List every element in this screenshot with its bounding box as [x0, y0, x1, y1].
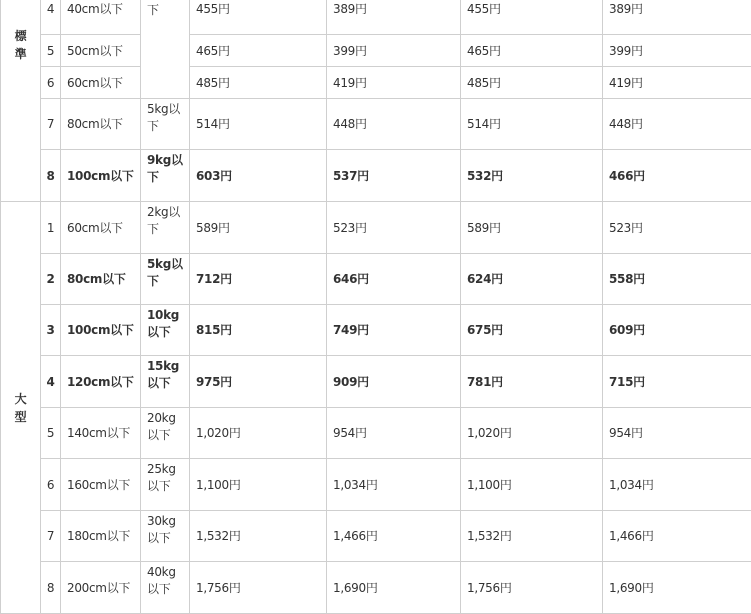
size-no-cell: 8 — [41, 150, 61, 202]
fee-cell-3: 455円 — [461, 0, 603, 35]
fee-cell-4: 609円 — [603, 305, 751, 356]
size-no-cell: 5 — [41, 35, 61, 67]
weight-limit-cell: 20kg 以下 — [141, 408, 190, 459]
fee-cell-1: 1,756円 — [190, 562, 327, 614]
fee-cell-3: 1,532円 — [461, 511, 603, 562]
size-limit-cell: 80cm以下 — [61, 254, 141, 305]
size-limit-cell: 100cm以下 — [61, 150, 141, 202]
fee-cell-3: 514円 — [461, 99, 603, 150]
fee-cell-2: 389円 — [327, 0, 461, 35]
size-limit-cell: 50cm以下 — [61, 35, 141, 67]
fee-cell-2: 399円 — [327, 35, 461, 67]
weight-limit-cell: 15kg 以下 — [141, 356, 190, 408]
fee-cell-2: 419円 — [327, 67, 461, 99]
size-limit-cell: 120cm以下 — [61, 356, 141, 408]
fee-cell-3: 589円 — [461, 202, 603, 254]
size-no-cell: 6 — [41, 459, 61, 511]
weight-limit-cell: 5kg以 下 — [141, 254, 190, 305]
size-no-cell: 2 — [41, 254, 61, 305]
fee-cell-4: 523円 — [603, 202, 751, 254]
fee-cell-4: 448円 — [603, 99, 751, 150]
category-standard-cell: 標 準 — [1, 0, 41, 202]
table-row — [1, 408, 751, 459]
size-no-cell: 6 — [41, 67, 61, 99]
weight-limit-cell: 30kg 以下 — [141, 511, 190, 562]
size-limit-cell: 100cm以下 — [61, 305, 141, 356]
fee-cell-1: 975円 — [190, 356, 327, 408]
fee-cell-3: 485円 — [461, 67, 603, 99]
table-row — [1, 202, 751, 254]
size-limit-cell: 140cm以下 — [61, 408, 141, 459]
table-row — [1, 356, 751, 408]
fee-cell-1: 603円 — [190, 150, 327, 202]
fee-cell-1: 815円 — [190, 305, 327, 356]
size-no-cell: 7 — [41, 511, 61, 562]
weight-limit-cell: 下 — [141, 0, 190, 99]
size-no-cell: 5 — [41, 408, 61, 459]
fee-cell-2: 1,034円 — [327, 459, 461, 511]
fee-cell-4: 954円 — [603, 408, 751, 459]
table-row — [1, 562, 751, 614]
size-no-cell: 7 — [41, 99, 61, 150]
fee-cell-2: 954円 — [327, 408, 461, 459]
size-limit-cell: 40cm以下 — [61, 0, 141, 35]
table-row — [1, 459, 751, 511]
fee-cell-3: 532円 — [461, 150, 603, 202]
fee-cell-2: 909円 — [327, 356, 461, 408]
fee-cell-1: 1,532円 — [190, 511, 327, 562]
fee-cell-2: 646円 — [327, 254, 461, 305]
size-no-cell: 8 — [41, 562, 61, 614]
size-limit-cell: 80cm以下 — [61, 99, 141, 150]
fee-cell-2: 523円 — [327, 202, 461, 254]
weight-limit-cell: 9kg以 下 — [141, 150, 190, 202]
table-row — [1, 511, 751, 562]
table-row — [1, 0, 751, 35]
fee-cell-1: 485円 — [190, 67, 327, 99]
weight-limit-cell: 2kg以 下 — [141, 202, 190, 254]
size-limit-cell: 160cm以下 — [61, 459, 141, 511]
fee-cell-4: 1,034円 — [603, 459, 751, 511]
fee-cell-4: 1,690円 — [603, 562, 751, 614]
fee-cell-1: 455円 — [190, 0, 327, 35]
table-body — [1, 0, 751, 614]
size-no-cell: 3 — [41, 305, 61, 356]
fee-cell-2: 749円 — [327, 305, 461, 356]
weight-limit-cell: 10kg 以下 — [141, 305, 190, 356]
fee-cell-3: 1,020円 — [461, 408, 603, 459]
size-limit-cell: 200cm以下 — [61, 562, 141, 614]
size-no-cell: 4 — [41, 0, 61, 35]
fee-cell-1: 589円 — [190, 202, 327, 254]
fee-cell-1: 465円 — [190, 35, 327, 67]
fee-cell-4: 389円 — [603, 0, 751, 35]
table-row — [1, 254, 751, 305]
fee-cell-3: 1,100円 — [461, 459, 603, 511]
fee-cell-4: 399円 — [603, 35, 751, 67]
fee-cell-2: 537円 — [327, 150, 461, 202]
fee-cell-1: 1,100円 — [190, 459, 327, 511]
table-row — [1, 67, 751, 99]
fee-cell-4: 715円 — [603, 356, 751, 408]
fee-cell-2: 1,690円 — [327, 562, 461, 614]
fee-cell-3: 675円 — [461, 305, 603, 356]
fee-cell-2: 448円 — [327, 99, 461, 150]
table-row — [1, 305, 751, 356]
weight-limit-cell: 25kg 以下 — [141, 459, 190, 511]
fee-cell-1: 514円 — [190, 99, 327, 150]
fee-cell-3: 781円 — [461, 356, 603, 408]
table-row — [1, 99, 751, 150]
size-limit-cell: 60cm以下 — [61, 67, 141, 99]
fee-cell-4: 558円 — [603, 254, 751, 305]
category-large-cell: 大 型 — [1, 202, 41, 614]
fee-cell-3: 465円 — [461, 35, 603, 67]
size-no-cell: 4 — [41, 356, 61, 408]
table-row — [1, 35, 751, 67]
fee-cell-4: 419円 — [603, 67, 751, 99]
fee-cell-4: 466円 — [603, 150, 751, 202]
size-limit-cell: 180cm以下 — [61, 511, 141, 562]
fee-cell-3: 624円 — [461, 254, 603, 305]
fee-cell-2: 1,466円 — [327, 511, 461, 562]
table-row — [1, 150, 751, 202]
weight-limit-cell: 5kg以 下 — [141, 99, 190, 150]
fee-cell-1: 712円 — [190, 254, 327, 305]
weight-limit-cell: 40kg 以下 — [141, 562, 190, 614]
size-no-cell: 1 — [41, 202, 61, 254]
fee-cell-1: 1,020円 — [190, 408, 327, 459]
size-limit-cell: 60cm以下 — [61, 202, 141, 254]
fee-cell-4: 1,466円 — [603, 511, 751, 562]
fee-cell-3: 1,756円 — [461, 562, 603, 614]
